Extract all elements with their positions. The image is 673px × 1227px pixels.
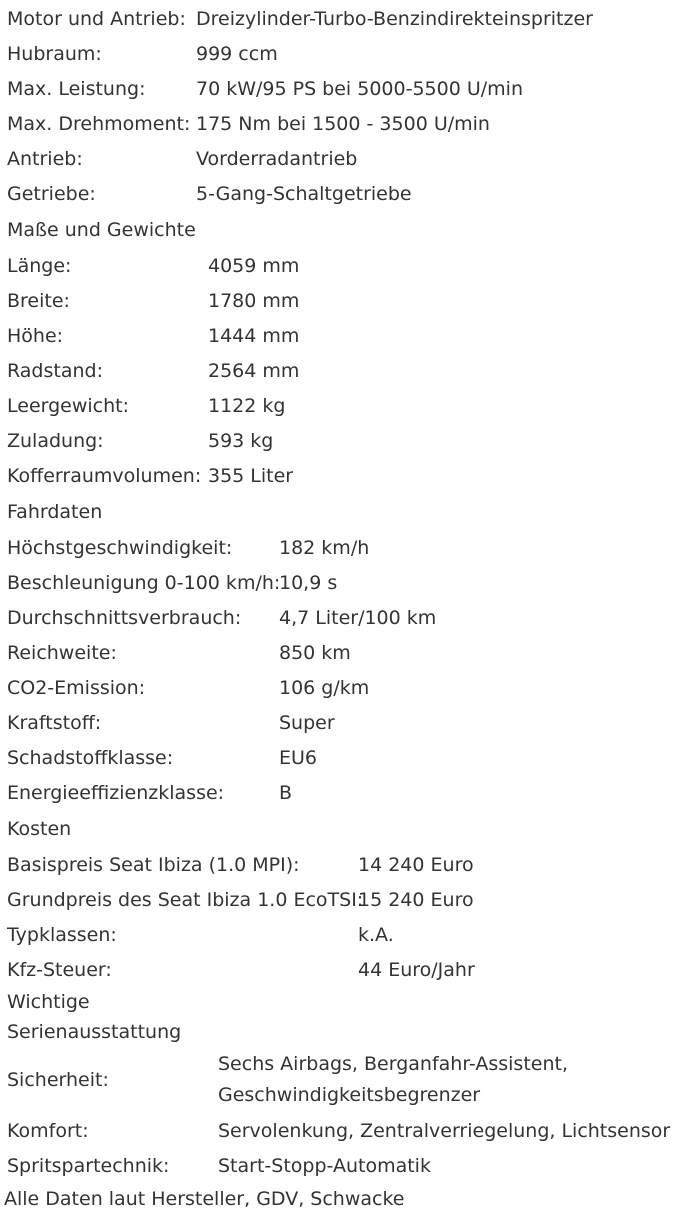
spec-row bbox=[7, 917, 673, 952]
spec-value: 70 kW/95 PS bei 5000-5500 U/min bbox=[196, 77, 523, 100]
costs-section bbox=[7, 810, 673, 987]
spec-row bbox=[7, 847, 673, 882]
spec-value: 1122 kg bbox=[208, 394, 286, 417]
spec-value: 1780 mm bbox=[208, 289, 300, 312]
spec-label: Leergewicht: bbox=[7, 394, 130, 417]
spec-label: CO2-Emission: bbox=[7, 676, 146, 699]
spec-label: Höchstgeschwindigkeit: bbox=[7, 536, 233, 559]
spec-value: Vorderradantrieb bbox=[196, 147, 358, 170]
spec-value: 175 Nm bei 1500 - 3500 U/min bbox=[196, 112, 490, 135]
spec-row bbox=[7, 248, 673, 283]
spec-label: Durchschnittsverbrauch: bbox=[7, 606, 242, 629]
spec-row bbox=[7, 176, 673, 211]
spec-value: Super bbox=[279, 711, 335, 734]
spec-value: 850 km bbox=[279, 641, 351, 664]
spec-row bbox=[7, 530, 673, 565]
spec-value: 593 kg bbox=[208, 429, 274, 452]
spec-label: Antrieb: bbox=[7, 147, 83, 170]
spec-row bbox=[7, 141, 673, 176]
spec-row bbox=[7, 705, 673, 740]
spec-label: Motor und Antrieb: bbox=[7, 7, 186, 30]
spec-label: Max. Drehmoment: bbox=[7, 112, 191, 135]
section-heading: Wichtige bbox=[7, 991, 90, 1013]
spec-label: Kraftstoff: bbox=[7, 711, 102, 734]
spec-row bbox=[7, 882, 673, 917]
spec-value: 999 ccm bbox=[196, 42, 278, 65]
spec-row bbox=[7, 353, 673, 388]
spec-label: Zuladung: bbox=[7, 429, 104, 452]
spec-value: 2564 mm bbox=[208, 359, 300, 382]
spec-row bbox=[7, 1113, 673, 1148]
spec-value: Sechs Airbags, Berganfahr-Assistent, Geschwindigkeitsbegrenzer bbox=[218, 1053, 569, 1106]
spec-value: 44 Euro/Jahr bbox=[358, 958, 475, 981]
spec-value: B bbox=[279, 781, 293, 804]
spec-value: k.A. bbox=[358, 923, 394, 946]
spec-value: 4059 mm bbox=[208, 254, 300, 277]
engine-section bbox=[7, 1, 673, 211]
spec-row bbox=[7, 670, 673, 705]
spec-value: 14 240 Euro bbox=[358, 853, 474, 876]
spec-row bbox=[7, 1047, 673, 1113]
spec-row bbox=[7, 71, 673, 106]
spec-label: Länge: bbox=[7, 254, 72, 277]
spec-value: 182 km/h bbox=[279, 536, 370, 559]
section-heading: Serienausstattung bbox=[7, 1021, 182, 1043]
spec-label: Schadstoffklasse: bbox=[7, 746, 174, 769]
spec-row bbox=[7, 600, 673, 635]
spec-row bbox=[7, 36, 673, 71]
spec-label: Kfz-Steuer: bbox=[7, 958, 112, 981]
spec-label: Radstand: bbox=[7, 359, 103, 382]
spec-label: Sicherheit: bbox=[7, 1069, 109, 1091]
spec-label: Kofferraumvolumen: bbox=[7, 464, 202, 487]
spec-label: Energieeffizienzklasse: bbox=[7, 781, 225, 804]
spec-row bbox=[7, 458, 673, 493]
spec-label: Grundpreis des Seat Ibiza 1.0 EcoTSI: bbox=[7, 888, 364, 911]
spec-label: Hubraum: bbox=[7, 42, 102, 65]
spec-row bbox=[7, 775, 673, 810]
spec-value: Dreizylinder-Turbo-Benzindirekteinspritzer bbox=[196, 7, 593, 30]
section-heading: Kosten bbox=[7, 817, 72, 840]
spec-label: Basispreis Seat Ibiza (1.0 MPI): bbox=[7, 853, 300, 876]
spec-row bbox=[7, 283, 673, 318]
spec-row bbox=[7, 952, 673, 987]
spec-row bbox=[7, 740, 673, 775]
section-heading: Fahrdaten bbox=[7, 500, 103, 523]
spec-value: Start-Stopp-Automatik bbox=[218, 1154, 431, 1177]
spec-value: 5-Gang-Schaltgetriebe bbox=[196, 182, 412, 205]
spec-label: Höhe: bbox=[7, 324, 64, 347]
spec-row bbox=[7, 388, 673, 423]
source-note: Alle Daten laut Hersteller, GDV, Schwacke bbox=[4, 1188, 405, 1210]
spec-value: 355 Liter bbox=[208, 464, 294, 487]
section-heading: Maße und Gewichte bbox=[7, 218, 196, 241]
spec-label: Komfort: bbox=[7, 1119, 89, 1142]
spec-row bbox=[7, 106, 673, 141]
dimensions-section bbox=[7, 211, 673, 493]
spec-label: Breite: bbox=[7, 289, 70, 312]
spec-row bbox=[7, 1, 673, 36]
spec-value: 15 240 Euro bbox=[358, 888, 474, 911]
spec-label: Max. Leistung: bbox=[7, 77, 146, 100]
spec-row bbox=[7, 318, 673, 353]
spec-row bbox=[7, 635, 673, 670]
spec-value: Servolenkung, Zentralverriegelung, Lichtsensor bbox=[218, 1119, 671, 1142]
spec-label: Spritspartechnik: bbox=[7, 1154, 170, 1177]
spec-label: Typklassen: bbox=[7, 923, 117, 946]
equipment-section bbox=[7, 987, 673, 1183]
spec-label: Getriebe: bbox=[7, 182, 96, 205]
spec-value: 106 g/km bbox=[279, 676, 370, 699]
spec-row bbox=[7, 423, 673, 458]
spec-value: 10,9 s bbox=[279, 571, 338, 594]
spec-value: EU6 bbox=[279, 746, 317, 769]
spec-value: 1444 mm bbox=[208, 324, 300, 347]
spec-row bbox=[7, 565, 673, 600]
spec-label: Reichweite: bbox=[7, 641, 117, 664]
spec-row bbox=[7, 1148, 673, 1183]
spec-label: Beschleunigung 0-100 km/h: bbox=[7, 571, 281, 594]
performance-section bbox=[7, 493, 673, 810]
spec-value: 4,7 Liter/100 km bbox=[279, 606, 437, 629]
